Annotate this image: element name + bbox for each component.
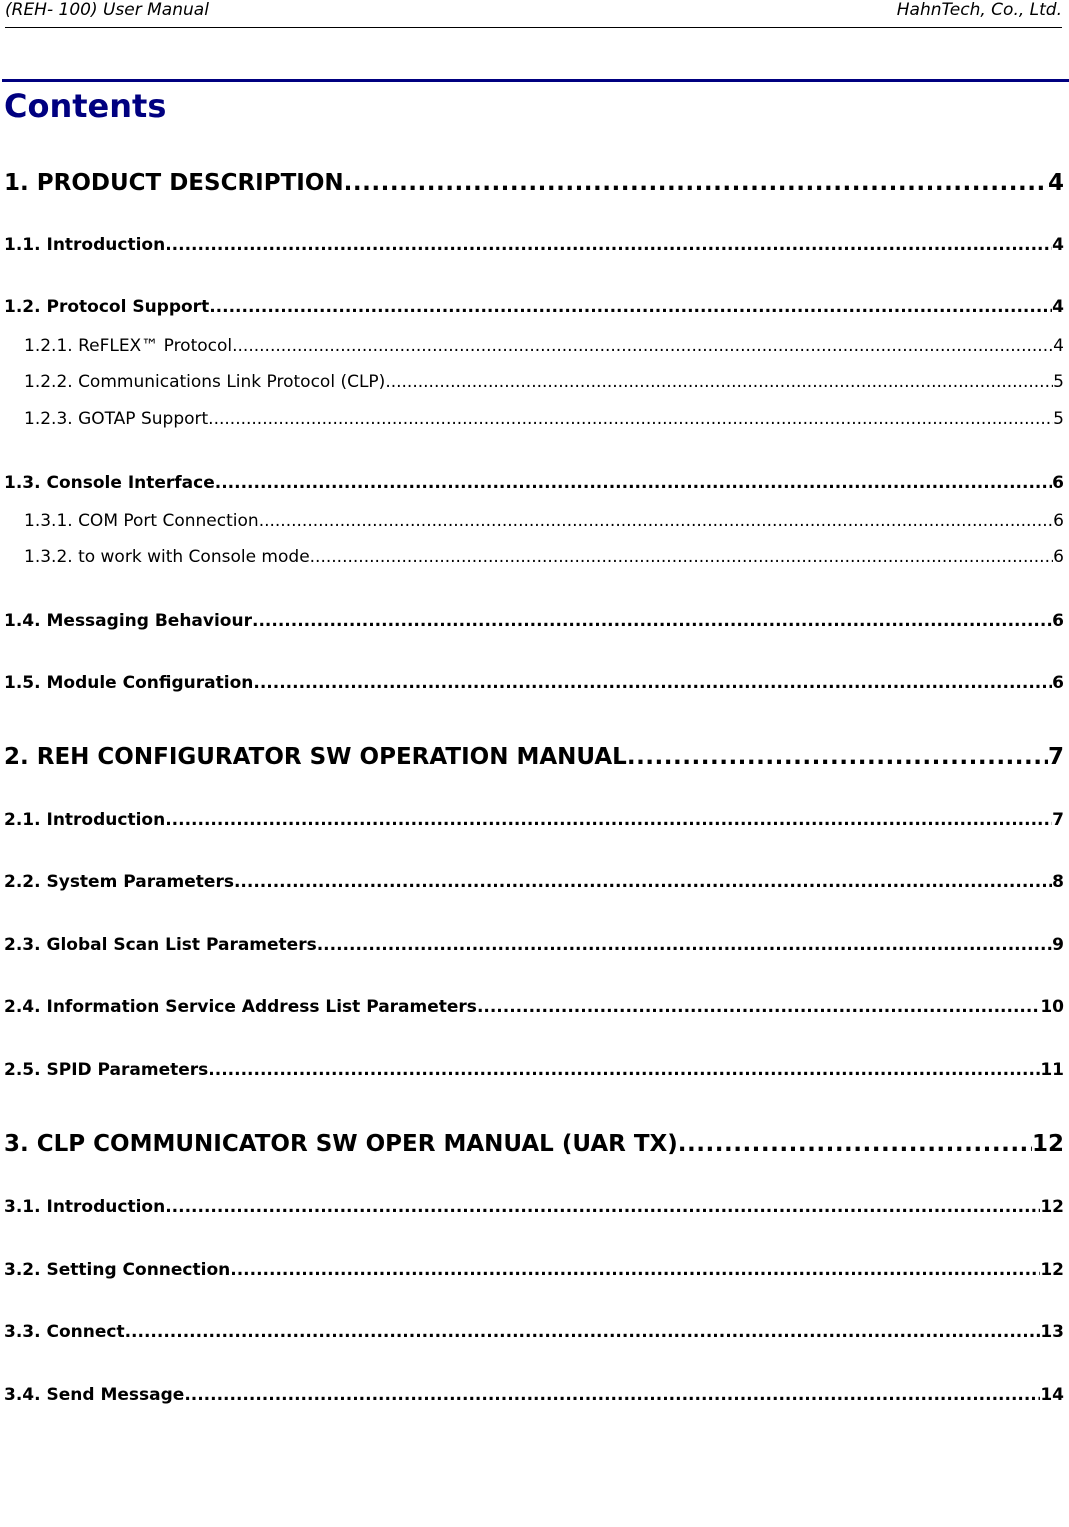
toc-entry-3-1[interactable] <box>4 1196 1064 1218</box>
toc-entry-label: 1.5. Module Configuration <box>4 673 254 693</box>
toc-dot-leader <box>317 934 1052 956</box>
toc-dot-leader <box>215 472 1052 494</box>
toc-dot-leader <box>208 408 1053 430</box>
header-document-title: (REH- 100) User Manual <box>5 0 209 20</box>
toc-page-number: 6 <box>1053 547 1064 567</box>
toc-dot-leader <box>165 234 1052 256</box>
toc-dot-leader <box>234 871 1052 893</box>
toc-entry-2-3[interactable] <box>4 934 1064 956</box>
toc-entry-1-2-1[interactable] <box>24 335 1064 357</box>
toc-entry-chapter-2[interactable] <box>4 743 1064 771</box>
toc-entry-1-3-1[interactable] <box>24 510 1064 532</box>
toc-dot-leader <box>252 610 1052 632</box>
toc-dot-leader <box>209 296 1052 318</box>
toc-entry-2-5[interactable] <box>4 1059 1064 1081</box>
toc-entry-label: 3.2. Setting Connection <box>4 1260 231 1280</box>
toc-entry-1-5[interactable] <box>4 672 1064 694</box>
toc-page-number: 13 <box>1040 1322 1064 1342</box>
toc-entry-label: 2.3. Global Scan List Parameters <box>4 935 317 955</box>
toc-entry-2-2[interactable] <box>4 871 1064 893</box>
toc-entry-label: 1. PRODUCT DESCRIPTION <box>4 170 344 196</box>
toc-page-number: 7 <box>1052 810 1064 830</box>
toc-entry-label: 1.3.1. COM Port Connection <box>24 511 259 531</box>
toc-dot-leader <box>259 510 1053 532</box>
toc-dot-leader <box>385 371 1053 393</box>
toc-page-number: 4 <box>1052 297 1064 317</box>
toc-entry-label: 1.3.2. to work with Console mode <box>24 547 310 567</box>
toc-entry-chapter-3[interactable] <box>4 1130 1064 1158</box>
toc-dot-leader <box>165 809 1052 831</box>
toc-entry-1-2[interactable] <box>4 296 1064 318</box>
toc-entry-1-2-2[interactable] <box>24 371 1064 393</box>
toc-dot-leader <box>208 1059 1040 1081</box>
toc-dot-leader <box>310 546 1054 568</box>
toc-entry-chapter-1[interactable] <box>4 169 1064 197</box>
toc-page-number: 11 <box>1040 1060 1064 1080</box>
toc-dot-leader <box>678 1130 1032 1158</box>
toc-entry-label: 1.1. Introduction <box>4 235 166 255</box>
toc-entry-1-1[interactable] <box>4 234 1064 256</box>
toc-dot-leader <box>232 335 1053 357</box>
toc-page-number: 6 <box>1052 473 1064 493</box>
toc-entry-label: 1.4. Messaging Behaviour <box>4 611 252 631</box>
toc-entry-label: 2.5. SPID Parameters <box>4 1060 209 1080</box>
toc-entry-label: 3.4. Send Message <box>4 1385 185 1405</box>
toc-page-number: 5 <box>1053 372 1064 392</box>
toc-page-number: 6 <box>1052 611 1064 631</box>
toc-entry-3-2[interactable] <box>4 1259 1064 1281</box>
toc-entry-2-1[interactable] <box>4 809 1064 831</box>
toc-dot-leader <box>165 1196 1040 1218</box>
toc-page-number: 12 <box>1040 1197 1064 1217</box>
toc-entry-label: 2.2. System Parameters <box>4 872 234 892</box>
title-rule <box>2 79 1069 82</box>
toc-entry-1-3-2[interactable] <box>24 546 1064 568</box>
toc-dot-leader <box>344 169 1048 197</box>
toc-page-number: 6 <box>1053 511 1064 531</box>
toc-page-number: 12 <box>1031 1131 1064 1157</box>
toc-entry-3-4[interactable] <box>4 1384 1064 1406</box>
toc-entry-label: 1.3. Console Interface <box>4 473 215 493</box>
toc-dot-leader <box>627 743 1048 771</box>
toc-entry-label: 1.2.1. ReFLEX™ Protocol <box>24 336 233 356</box>
toc-page-number: 4 <box>1053 336 1064 356</box>
page-header <box>5 0 1062 28</box>
toc-entry-label: 3.1. Introduction <box>4 1197 166 1217</box>
page-title: Contents <box>4 87 167 125</box>
toc-entry-label: 2.1. Introduction <box>4 810 166 830</box>
toc-dot-leader <box>184 1384 1040 1406</box>
toc-entry-label: 1.2.2. Communications Link Protocol (CLP) <box>24 372 386 392</box>
toc-page-number: 7 <box>1047 744 1064 770</box>
toc-dot-leader <box>253 672 1052 694</box>
toc-entry-3-3[interactable] <box>4 1321 1064 1343</box>
toc-entry-label: 2.4. Information Service Address List Parameters <box>4 997 477 1017</box>
toc-dot-leader <box>230 1259 1040 1281</box>
toc-entry-label: 1.2.3. GOTAP Support <box>24 409 209 429</box>
toc-entry-label: 3. CLP COMMUNICATOR SW OPER MANUAL (UAR TX) <box>4 1131 678 1157</box>
toc-entry-label: 3.3. Connect <box>4 1322 125 1342</box>
toc-page-number: 6 <box>1052 673 1064 693</box>
toc-entry-label: 2. REH CONFIGURATOR SW OPERATION MANUAL <box>4 744 627 770</box>
toc-page-number: 4 <box>1047 170 1064 196</box>
toc-page-number: 5 <box>1053 409 1064 429</box>
toc-dot-leader <box>477 996 1040 1018</box>
toc-page-number: 12 <box>1040 1260 1064 1280</box>
toc-page-number: 8 <box>1052 872 1064 892</box>
toc-entry-1-2-3[interactable] <box>24 408 1064 430</box>
toc-page-number: 14 <box>1040 1385 1064 1405</box>
toc-entry-1-3[interactable] <box>4 472 1064 494</box>
toc-page-number: 9 <box>1052 935 1064 955</box>
toc-entry-label: 1.2. Protocol Support <box>4 297 210 317</box>
toc-page-number: 4 <box>1052 235 1064 255</box>
toc-dot-leader <box>125 1321 1041 1343</box>
toc-page-number: 10 <box>1040 997 1064 1017</box>
header-company-name: HahnTech, Co., Ltd. <box>896 0 1062 20</box>
toc-entry-1-4[interactable] <box>4 610 1064 632</box>
toc-entry-2-4[interactable] <box>4 996 1064 1018</box>
